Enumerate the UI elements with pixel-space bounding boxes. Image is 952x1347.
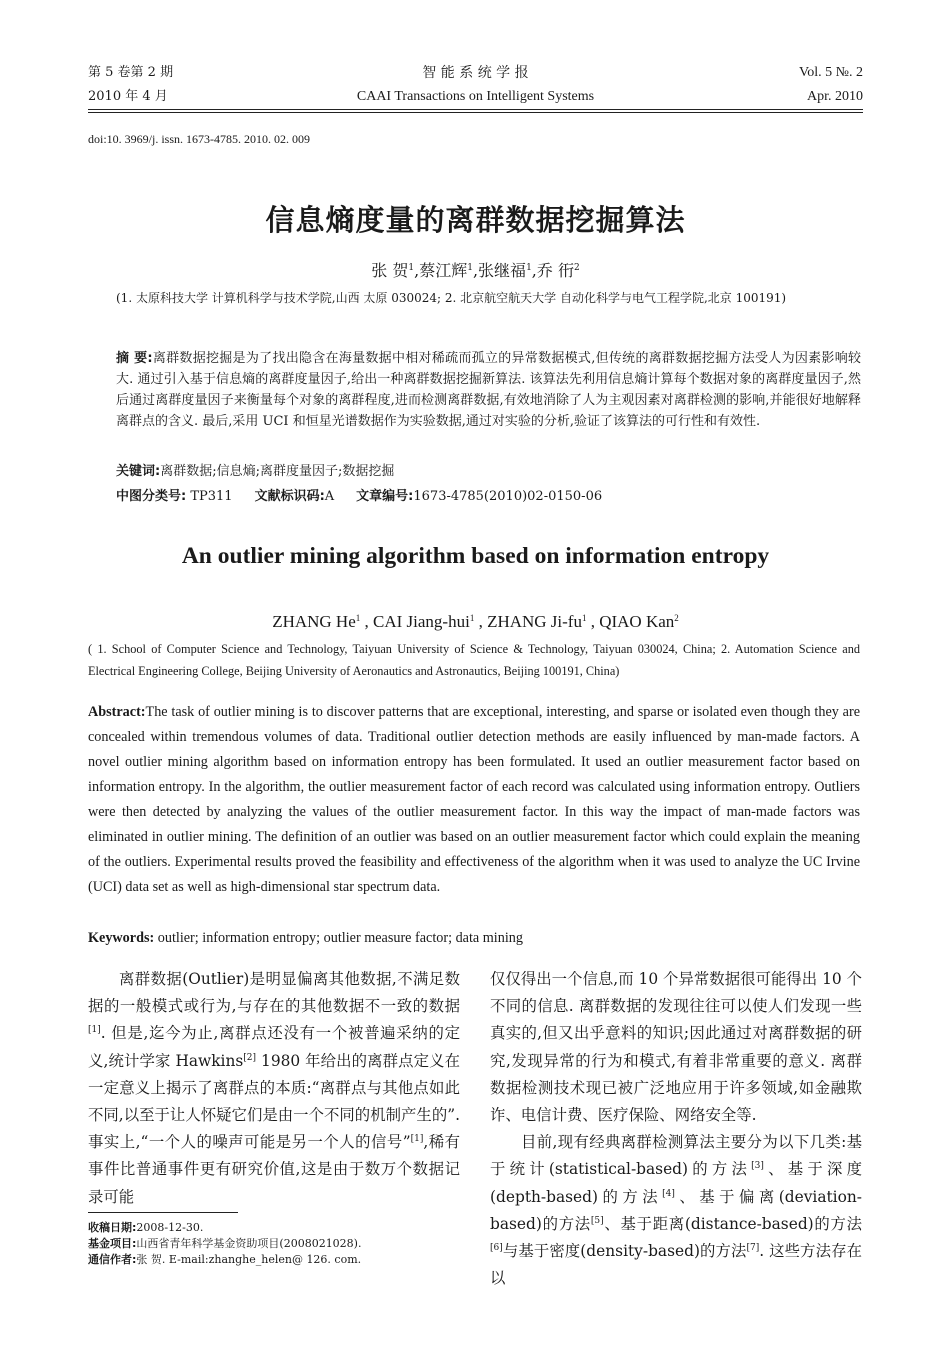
author-name: 乔 衎 <box>536 261 574 280</box>
citation-ref[interactable]: [3] <box>751 1161 764 1172</box>
keywords-label-en: Keywords: <box>88 930 155 946</box>
class-label: 中图分类号: <box>116 489 187 504</box>
footnote-label: 收稿日期: <box>88 1221 137 1234</box>
body-text: ,稀有事件比普通事件更有研究价值,这是由于数万个数据记录可能 <box>88 1133 460 1206</box>
author-affil-marker: 1 <box>526 263 532 273</box>
body-paragraph: 仅仅得出一个信息,而 10 个异常数据很可能得出 10 个不同的信息. 离群数据的发现往往可以使人们发现一些真实的,但又出乎意料的知识;因此通过对离群数据的研究,发现异常的行为和模式,有着非常重要的意义. 离群数据检测技术现已被广泛地应用于许多领域,如金融欺诈、电信计费、医疗保险、网络安全等. <box>490 970 862 1125</box>
author-name: ZHANG He <box>272 612 356 631</box>
body-text: 离群数据(Outlier)是明显偏离其他数据,不满足数据的一般模式或行为,与存在的其他数据不一致的数据 <box>88 970 460 1016</box>
footnote-label: 通信作者: <box>88 1253 137 1266</box>
body-paragraph <box>88 966 460 1211</box>
body-column-left <box>88 966 460 1211</box>
body-column-right <box>490 966 862 1292</box>
keywords-label-zh: 关键词: <box>116 464 161 479</box>
citation-ref[interactable]: [5] <box>590 1215 604 1226</box>
citation-ref[interactable]: [1] <box>88 1025 101 1036</box>
body-paragraph <box>490 1129 862 1292</box>
body-text: 与基于密度(density-based)的方法 <box>502 1242 747 1261</box>
keywords-text-zh: 离群数据;信息熵;离群度量因子;数据挖掘 <box>160 464 395 479</box>
author-name: 张 贺 <box>371 261 409 280</box>
keywords-zh <box>116 461 861 482</box>
footnote-text: 山西省青年科学基金资助项目(2008021028). <box>136 1237 362 1250</box>
author-name: CAI Jiang-hui <box>373 612 470 631</box>
body-text: 、基于深度(depth-based)的方法 <box>490 1160 862 1206</box>
citation-ref[interactable]: [4] <box>662 1188 675 1199</box>
author-separator: , <box>586 612 600 631</box>
author-separator: , <box>414 261 420 280</box>
author-affil-marker: 1 <box>581 613 587 623</box>
doc-code-value: A <box>324 489 335 504</box>
authors-en <box>88 612 863 632</box>
article-number-label: 文章编号: <box>356 489 414 504</box>
author-separator: , <box>360 612 374 631</box>
author-affil-marker: 1 <box>408 263 415 273</box>
abstract-text-zh: 离群数据挖掘是为了找出隐含在海量数据中相对稀疏而孤立的异常数据模式,但传统的离群数据挖掘方法受人为因素影响较大. 通过引入基于信息熵的离群度量因子,给出一种离群数据挖掘新算法. 该算法先利用信息熵计算每个数据对象的离群度量因子,然后通过离群度量因子来衡量每个对象的离群程度,进而检测离群数据,有效地消除了人为主观因素对离群检测的影响,并能很好地解释离群点的含义. 最后,采用 UCI 和恒星光谱数据作为实验数据,通过对实验的分析,验证了该算法的可行性和有效性. <box>116 351 861 429</box>
footnote-text: 2008-12-30. <box>136 1221 204 1234</box>
author-name: 张继福 <box>478 261 527 280</box>
author-affil-marker: 2 <box>573 263 580 273</box>
author-name: ZHANG Ji-fu <box>487 612 582 631</box>
journal-name-zh: 智 能 系 统 学 报 <box>422 65 529 81</box>
author-separator: , <box>472 261 479 280</box>
author-affil-marker: 1 <box>355 613 361 623</box>
keywords-text-en: outlier; information entropy; outlier measure factor; data mining <box>154 930 523 946</box>
footnote-rule <box>88 1212 238 1213</box>
header-rule <box>88 109 863 110</box>
doc-code-label: 文献标识码: <box>254 489 325 504</box>
abstract-text-en: The task of outlier mining is to discover patterns that are exceptional, interesting, and sparse or isolated even though they are concealed within tremendous volumes of data. Traditional outlier detection methods are easily influenced by man-made factors. A novel outlier mining algorithm based on information entropy has been formulated. It used an outlier measurement factor based on information entropy. In the algorithm, the outlier measurement factor of each record was calculated using information entropy. Outliers were then detected by analyzing the values of the outlier measurement factor. In this way the impact of man-made factors was eliminated in outlier mining. The definition of an outlier was based on an outlier measurement factor which could explain the meaning of the outliers. Experimental results proved the feasibility and effectiveness of the algorithm when it was used to analyze the UC Irvine (UCI) data set as well as high-dimensional star spectrum data. <box>88 704 860 895</box>
author-name: 蔡江辉 <box>419 261 468 280</box>
title-en: An outlier mining algorithm based on information entropy <box>181 543 770 569</box>
article-number-value: 1673-4785(2010)02-0150-06 <box>413 489 603 504</box>
running-header <box>88 62 863 110</box>
body-text: 、基于偏离(deviation-based)的方法 <box>490 1187 862 1233</box>
author-separator: , <box>531 261 537 280</box>
affiliations-zh: (1. 太原科技大学 计算机科学与技术学院,山西 太原 030024; 2. 北京航空航天大学 自动化科学与电气工程学院,北京 100191) <box>116 291 787 305</box>
abstract-en <box>88 700 860 900</box>
author-name: QIAO Kan <box>599 612 675 631</box>
authors-zh <box>88 258 863 281</box>
author-affil-marker: 1 <box>469 613 475 623</box>
author-separator: , <box>474 612 488 631</box>
header-rule-thin <box>88 112 863 113</box>
issue-date: 2010 年 4 月 <box>88 89 168 104</box>
abstract-label-zh: 摘 要: <box>116 351 153 366</box>
abstract-label-en: Abstract: <box>88 704 146 720</box>
body-text: 、基于距离(distance-based)的方法 <box>603 1214 862 1233</box>
author-affil-marker: 2 <box>674 613 679 623</box>
class-value: TP311 <box>186 489 233 504</box>
footnote-text: 张 贺. E-mail:zhanghe_helen@ 126. com. <box>136 1253 362 1266</box>
classification-line <box>116 486 861 507</box>
affiliations-en: ( 1. School of Computer Science and Technology, Taiyuan University of Science & Technology, Taiyuan 030024, China; 2. Automation Science and Electrical Engineering College, Beijing University of Aeronautics and Astronautics, Beijing 100191, China) <box>88 642 860 678</box>
footnote-received <box>88 1220 460 1236</box>
citation-ref[interactable]: [1] <box>410 1134 424 1145</box>
doi: doi:10. 3969/j. issn. 1673-4785. 2010. 02. 009 <box>88 132 311 146</box>
body-text: 1980 年给出的离群点定义在一定意义上揭示了离群点的本质:“离群点与其他点如此不同,以至于让人怀疑它们是由一个不同的机制产生的”. 事实上,“一个人的噪声可能是另一个人的信号” <box>88 1051 460 1152</box>
footnote-fund <box>88 1236 460 1252</box>
footnote-author <box>88 1252 460 1268</box>
body-text: . 这些方法存在以 <box>490 1242 862 1288</box>
volume-issue: 第 5 卷第 2 期 <box>88 65 174 80</box>
date-en: Apr. 2010 <box>807 89 863 104</box>
citation-ref[interactable]: [2] <box>243 1052 257 1063</box>
volume-en: Vol. 5 №. 2 <box>798 65 863 80</box>
body-text: 目前,现有经典离群检测算法主要分为以下几类:基于统计(statistical-based)的方法 <box>490 1133 862 1179</box>
author-affil-marker: 1 <box>467 263 473 273</box>
abstract-zh <box>116 348 861 432</box>
citation-ref[interactable]: [7] <box>746 1243 760 1254</box>
keywords-en <box>88 926 860 951</box>
footnote-label: 基金项目: <box>88 1237 137 1250</box>
citation-ref[interactable]: [6] <box>490 1243 503 1254</box>
journal-name-en: CAAI Transactions on Intelligent Systems <box>356 89 595 104</box>
body-text: . 但是,迄今为止,离群点还没有一个被普遍采纳的定义,统计学家 Hawkins <box>88 1024 460 1070</box>
title-zh: 信息熵度量的离群数据挖掘算法 <box>265 203 686 237</box>
